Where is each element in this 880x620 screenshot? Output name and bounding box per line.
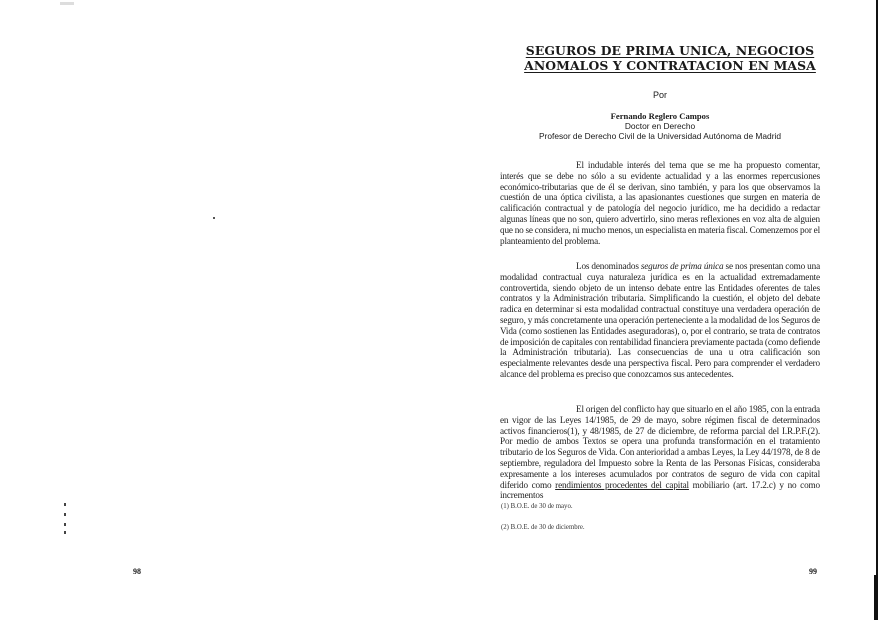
paragraph-2-italic: seguros de prima única (640, 261, 724, 271)
page-edge-tab (874, 575, 878, 620)
author-block (480, 111, 840, 141)
page-number-left: 98 (133, 567, 141, 576)
paragraph-3 (500, 404, 820, 501)
footnote-1: (1) B.O.E. de 30 de mayo. (501, 503, 573, 510)
page-edge-line (876, 0, 878, 620)
byline-label: Por (652, 90, 667, 100)
article-title (500, 43, 840, 73)
title-line-2: ANOMALOS Y CONTRATACION EN MASA (524, 58, 816, 73)
footnote-2: (2) B.O.E. de 30 de diciembre. (501, 524, 585, 531)
scan-speck (64, 513, 66, 516)
scan-speck (64, 503, 66, 506)
paragraph-2 (500, 261, 820, 380)
scan-speck (60, 2, 74, 5)
paragraph-3-underlined: rendimientos procedentes del capital (555, 479, 689, 490)
paragraph-3-end: mobiliario (art. 17.2.c) y no como incrementos (500, 479, 820, 501)
paragraph-1: El indudable interés del tema que se me ha propuesto comentar, interés que se debe no sólo a su evidente actualidad y a las enormes repercusiones económico-tributarias que de él se derivan, sino también, y para los que observamos la cuestión de una óptica civilista, a las apasionantes cuestiones que surgen en materia de calificación contractual y de patología del negocio jurídico, me ha decidido a redactar algunas líneas que no son, quiero advertirlo, sino meras reflexiones en voz alta de alguien que no se considera, ni mucho menos, un especialista en materia fiscal. Comenzemos por el planteamiento del problema. (500, 160, 820, 246)
page-number-right: 99 (809, 567, 817, 576)
scan-speck (213, 217, 215, 219)
scan-speck (64, 523, 66, 526)
title-line-1: SEGUROS DE PRIMA UNICA, NEGOCIOS (525, 43, 815, 58)
author-position: Profesor de Derecho Civil de la Universidad Autónoma de Madrid (538, 131, 782, 141)
author-name: Fernando Reglero Campos (610, 111, 710, 121)
paragraph-2-rest: se nos presentan como una modalidad contractual cuya naturaleza jurídica es en la actualidad extremadamente controvertida, siendo objeto de un intenso debate entre las Entidades oferentes de tales contratos y la Administración tributaria. Simplificando la cuestión, el objeto del debate radica en determinar si esta modalidad contractual constituye una verdadera operación de seguro, y más concretamente una operación perteneciente a la modalidad de los Seguros de Vida (como sostienen las Entidades aseguradoras), o, por el contrario, se trata de contratos de imposición de capitales con rentabilidad financiera previamente pactada (como defiende la Administración tributaria). Las consecuencias de una u otra calificación son especialmente relevantes desde una perspectiva fiscal. Pero para comprender el verdadero alcance del problema es preciso que conozcamos sus antecedentes. (500, 261, 820, 379)
paragraph-3-start: El origen del conflicto hay que situarlo en el año 1985, con la entrada en vigor de las Leyes 14/1985, de 29 de mayo, sobre régimen fiscal de determinados activos financieros(1), y 48/1985, de 27 de diciembre, de reforma parcial del I.R.P.F.(2). Por medio de ambos Textos se opera una profunda transformación en el tratamiento tributario de los Seguros de Vida. Con anterioridad a ambas Leyes, la Ley 44/1978, de 8 de septiembre, reguladora del Impuesto sobre la Renta de las Personas Físicas, consideraba expresamente a los intereses acumulados por contratos de seguro de vida con capital diferido como (500, 404, 820, 490)
scan-speck (64, 531, 66, 534)
paragraph-2-start: Los denominados (576, 261, 641, 271)
author-degree: Doctor en Derecho (624, 121, 696, 131)
